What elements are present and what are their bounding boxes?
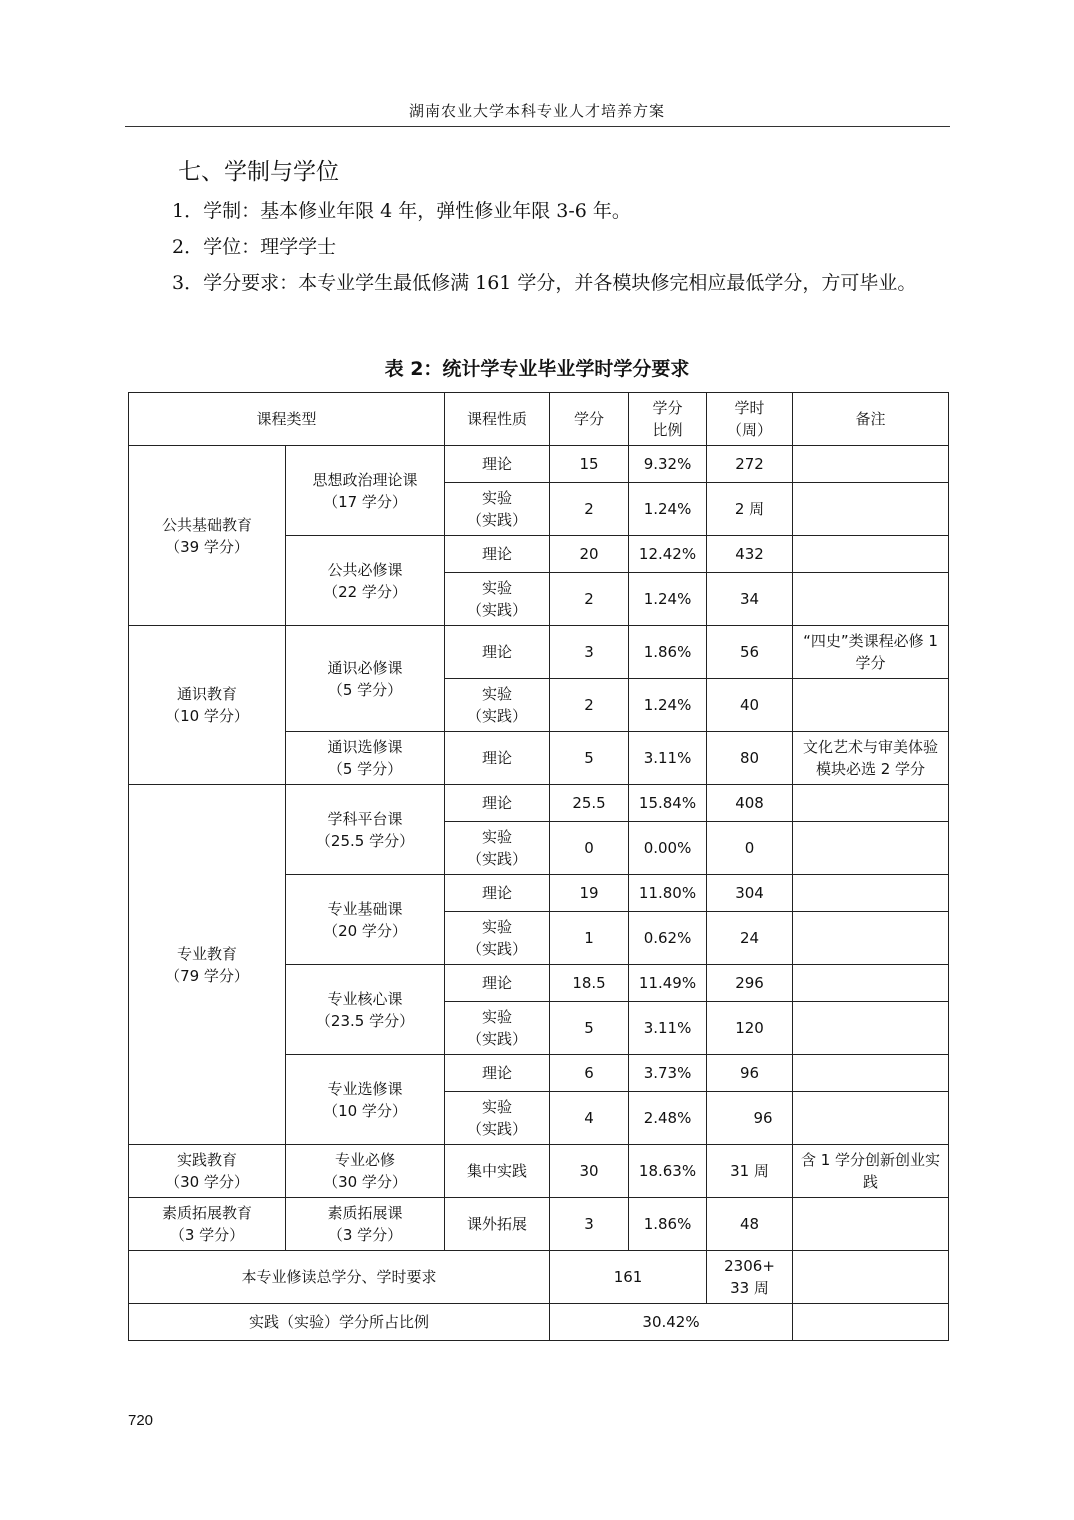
running-header-title: 湖南农业大学本科专业人才培养方案 bbox=[408, 102, 665, 120]
nature-cell: 实验 （实践） bbox=[445, 1092, 550, 1145]
notes-cell bbox=[793, 536, 949, 573]
ratio-cell: 3.73% bbox=[629, 1055, 707, 1092]
ratio-cell: 11.49% bbox=[629, 965, 707, 1002]
header-course-type: 课程类型 bbox=[129, 393, 445, 446]
header-course-nature: 课程性质 bbox=[445, 393, 550, 446]
subcategory-cell: 通识必修课 （5 学分） bbox=[286, 626, 445, 732]
hours-cell: 120 bbox=[707, 1002, 793, 1055]
table-row bbox=[129, 626, 949, 679]
ratio-cell: 11.80% bbox=[629, 875, 707, 912]
credits-cell: 30 bbox=[550, 1145, 629, 1198]
notes-cell bbox=[793, 912, 949, 965]
category-cell: 通识教育 （10 学分） bbox=[129, 626, 286, 785]
credits-cell: 5 bbox=[550, 732, 629, 785]
notes-cell bbox=[793, 1198, 949, 1251]
hours-cell: 80 bbox=[707, 732, 793, 785]
notes-cell: “四史”类课程必修 1 学分 bbox=[793, 626, 949, 679]
notes-cell: 含 1 学分创新创业实践 bbox=[793, 1145, 949, 1198]
notes-cell bbox=[793, 679, 949, 732]
total-notes bbox=[793, 1251, 949, 1304]
subcategory-cell: 思想政治理论课 （17 学分） bbox=[286, 446, 445, 536]
hours-cell: 408 bbox=[707, 785, 793, 822]
nature-cell: 理论 bbox=[445, 626, 550, 679]
total-credits: 161 bbox=[550, 1251, 707, 1304]
credits-cell: 3 bbox=[550, 626, 629, 679]
page-number: 720 bbox=[128, 1412, 154, 1429]
ratio-cell: 12.42% bbox=[629, 536, 707, 573]
nature-cell: 理论 bbox=[445, 446, 550, 483]
header-notes: 备注 bbox=[793, 393, 949, 446]
ratio-cell: 18.63% bbox=[629, 1145, 707, 1198]
ratio-cell: 0.62% bbox=[629, 912, 707, 965]
subcategory-cell: 专业选修课 （10 学分） bbox=[286, 1055, 445, 1145]
table-row bbox=[129, 446, 949, 483]
ratio-cell: 1.24% bbox=[629, 679, 707, 732]
nature-cell: 理论 bbox=[445, 965, 550, 1002]
header-rule bbox=[125, 126, 950, 127]
nature-cell: 实验 （实践） bbox=[445, 573, 550, 626]
credits-cell: 19 bbox=[550, 875, 629, 912]
subcategory-cell: 通识选修课 （5 学分） bbox=[286, 732, 445, 785]
ratio-cell: 1.24% bbox=[629, 483, 707, 536]
credits-cell: 0 bbox=[550, 822, 629, 875]
header-credits: 学分 bbox=[550, 393, 629, 446]
hours-cell: 96 bbox=[707, 1055, 793, 1092]
credits-cell: 2 bbox=[550, 679, 629, 732]
header-credit-ratio: 学分 比例 bbox=[629, 393, 707, 446]
credits-cell: 20 bbox=[550, 536, 629, 573]
ratio-cell: 3.11% bbox=[629, 732, 707, 785]
hours-cell: 40 bbox=[707, 679, 793, 732]
ratio-cell: 3.11% bbox=[629, 1002, 707, 1055]
hours-cell: 296 bbox=[707, 965, 793, 1002]
nature-cell: 课外拓展 bbox=[445, 1198, 550, 1251]
table-row bbox=[129, 1198, 949, 1251]
section-title: 七、学制与学位 bbox=[178, 159, 339, 185]
ratio-cell: 1.24% bbox=[629, 573, 707, 626]
nature-cell: 实验 （实践） bbox=[445, 1002, 550, 1055]
subcategory-cell: 素质拓展课 （3 学分） bbox=[286, 1198, 445, 1251]
hours-cell: 31 周 bbox=[707, 1145, 793, 1198]
subcategory-cell: 公共必修课 （22 学分） bbox=[286, 536, 445, 626]
subcategory-cell: 专业核心课 （23.5 学分） bbox=[286, 965, 445, 1055]
credits-cell: 1 bbox=[550, 912, 629, 965]
notes-cell bbox=[793, 1002, 949, 1055]
nature-cell: 理论 bbox=[445, 875, 550, 912]
credits-cell: 2 bbox=[550, 483, 629, 536]
paragraph-degree: 2．学位：理学学士 bbox=[172, 236, 337, 258]
ratio-cell: 1.86% bbox=[629, 626, 707, 679]
total-label: 本专业修读总学分、学时要求 bbox=[129, 1251, 550, 1304]
ratio-cell: 2.48% bbox=[629, 1092, 707, 1145]
category-cell: 公共基础教育 （39 学分） bbox=[129, 446, 286, 626]
category-cell: 实践教育 （30 学分） bbox=[129, 1145, 286, 1198]
practice-ratio-value: 30.42% bbox=[550, 1304, 793, 1341]
credits-cell: 4 bbox=[550, 1092, 629, 1145]
nature-cell: 实验 （实践） bbox=[445, 912, 550, 965]
credits-cell: 2 bbox=[550, 573, 629, 626]
credits-cell: 6 bbox=[550, 1055, 629, 1092]
hours-cell: 304 bbox=[707, 875, 793, 912]
credits-cell: 3 bbox=[550, 1198, 629, 1251]
hours-cell: 2 周 bbox=[707, 483, 793, 536]
ratio-cell: 1.86% bbox=[629, 1198, 707, 1251]
paragraph-credit-requirement: 3．学分要求：本专业学生最低修满 161 学分，并各模块修完相应最低学分，方可毕业。 bbox=[172, 272, 917, 294]
notes-cell bbox=[793, 573, 949, 626]
nature-cell: 理论 bbox=[445, 732, 550, 785]
hours-cell: 24 bbox=[707, 912, 793, 965]
hours-cell: 56 bbox=[707, 626, 793, 679]
hours-cell: 432 bbox=[707, 536, 793, 573]
practice-ratio-notes bbox=[793, 1304, 949, 1341]
notes-cell bbox=[793, 965, 949, 1002]
nature-cell: 理论 bbox=[445, 785, 550, 822]
subcategory-cell: 专业必修 （30 学分） bbox=[286, 1145, 445, 1198]
nature-cell: 集中实践 bbox=[445, 1145, 550, 1198]
notes-cell bbox=[793, 483, 949, 536]
total-hours: 2306+ 33 周 bbox=[707, 1251, 793, 1304]
nature-cell: 实验 （实践） bbox=[445, 822, 550, 875]
hours-cell: 34 bbox=[707, 573, 793, 626]
notes-cell bbox=[793, 785, 949, 822]
table-header-row bbox=[129, 393, 949, 446]
hours-cell: 272 bbox=[707, 446, 793, 483]
notes-cell bbox=[793, 822, 949, 875]
credits-cell: 5 bbox=[550, 1002, 629, 1055]
notes-cell: 文化艺术与审美体验模块必选 2 学分 bbox=[793, 732, 949, 785]
category-cell: 专业教育 （79 学分） bbox=[129, 785, 286, 1145]
hours-cell: 48 bbox=[707, 1198, 793, 1251]
ratio-cell: 9.32% bbox=[629, 446, 707, 483]
notes-cell bbox=[793, 1055, 949, 1092]
ratio-cell: 0.00% bbox=[629, 822, 707, 875]
notes-cell bbox=[793, 875, 949, 912]
credits-table bbox=[128, 392, 949, 1341]
nature-cell: 理论 bbox=[445, 536, 550, 573]
category-cell: 素质拓展教育 （3 学分） bbox=[129, 1198, 286, 1251]
table-row bbox=[129, 1145, 949, 1198]
nature-cell: 实验 （实践） bbox=[445, 679, 550, 732]
hours-cell: 0 bbox=[707, 822, 793, 875]
credits-cell: 18.5 bbox=[550, 965, 629, 1002]
notes-cell bbox=[793, 446, 949, 483]
practice-ratio-row bbox=[129, 1304, 949, 1341]
header-hours: 学时 （周） bbox=[707, 393, 793, 446]
table-row bbox=[129, 785, 949, 822]
total-row bbox=[129, 1251, 949, 1304]
practice-ratio-label: 实践（实验）学分所占比例 bbox=[129, 1304, 550, 1341]
hours-cell: 96 bbox=[707, 1092, 793, 1145]
notes-cell bbox=[793, 1092, 949, 1145]
ratio-cell: 15.84% bbox=[629, 785, 707, 822]
paragraph-duration: 1．学制：基本修业年限 4 年，弹性修业年限 3-6 年。 bbox=[172, 200, 631, 222]
table-caption: 表 2：统计学专业毕业学时学分要求 bbox=[384, 358, 690, 380]
nature-cell: 理论 bbox=[445, 1055, 550, 1092]
subcategory-cell: 学科平台课 （25.5 学分） bbox=[286, 785, 445, 875]
credits-cell: 15 bbox=[550, 446, 629, 483]
nature-cell: 实验 （实践） bbox=[445, 483, 550, 536]
credits-cell: 25.5 bbox=[550, 785, 629, 822]
subcategory-cell: 专业基础课 （20 学分） bbox=[286, 875, 445, 965]
